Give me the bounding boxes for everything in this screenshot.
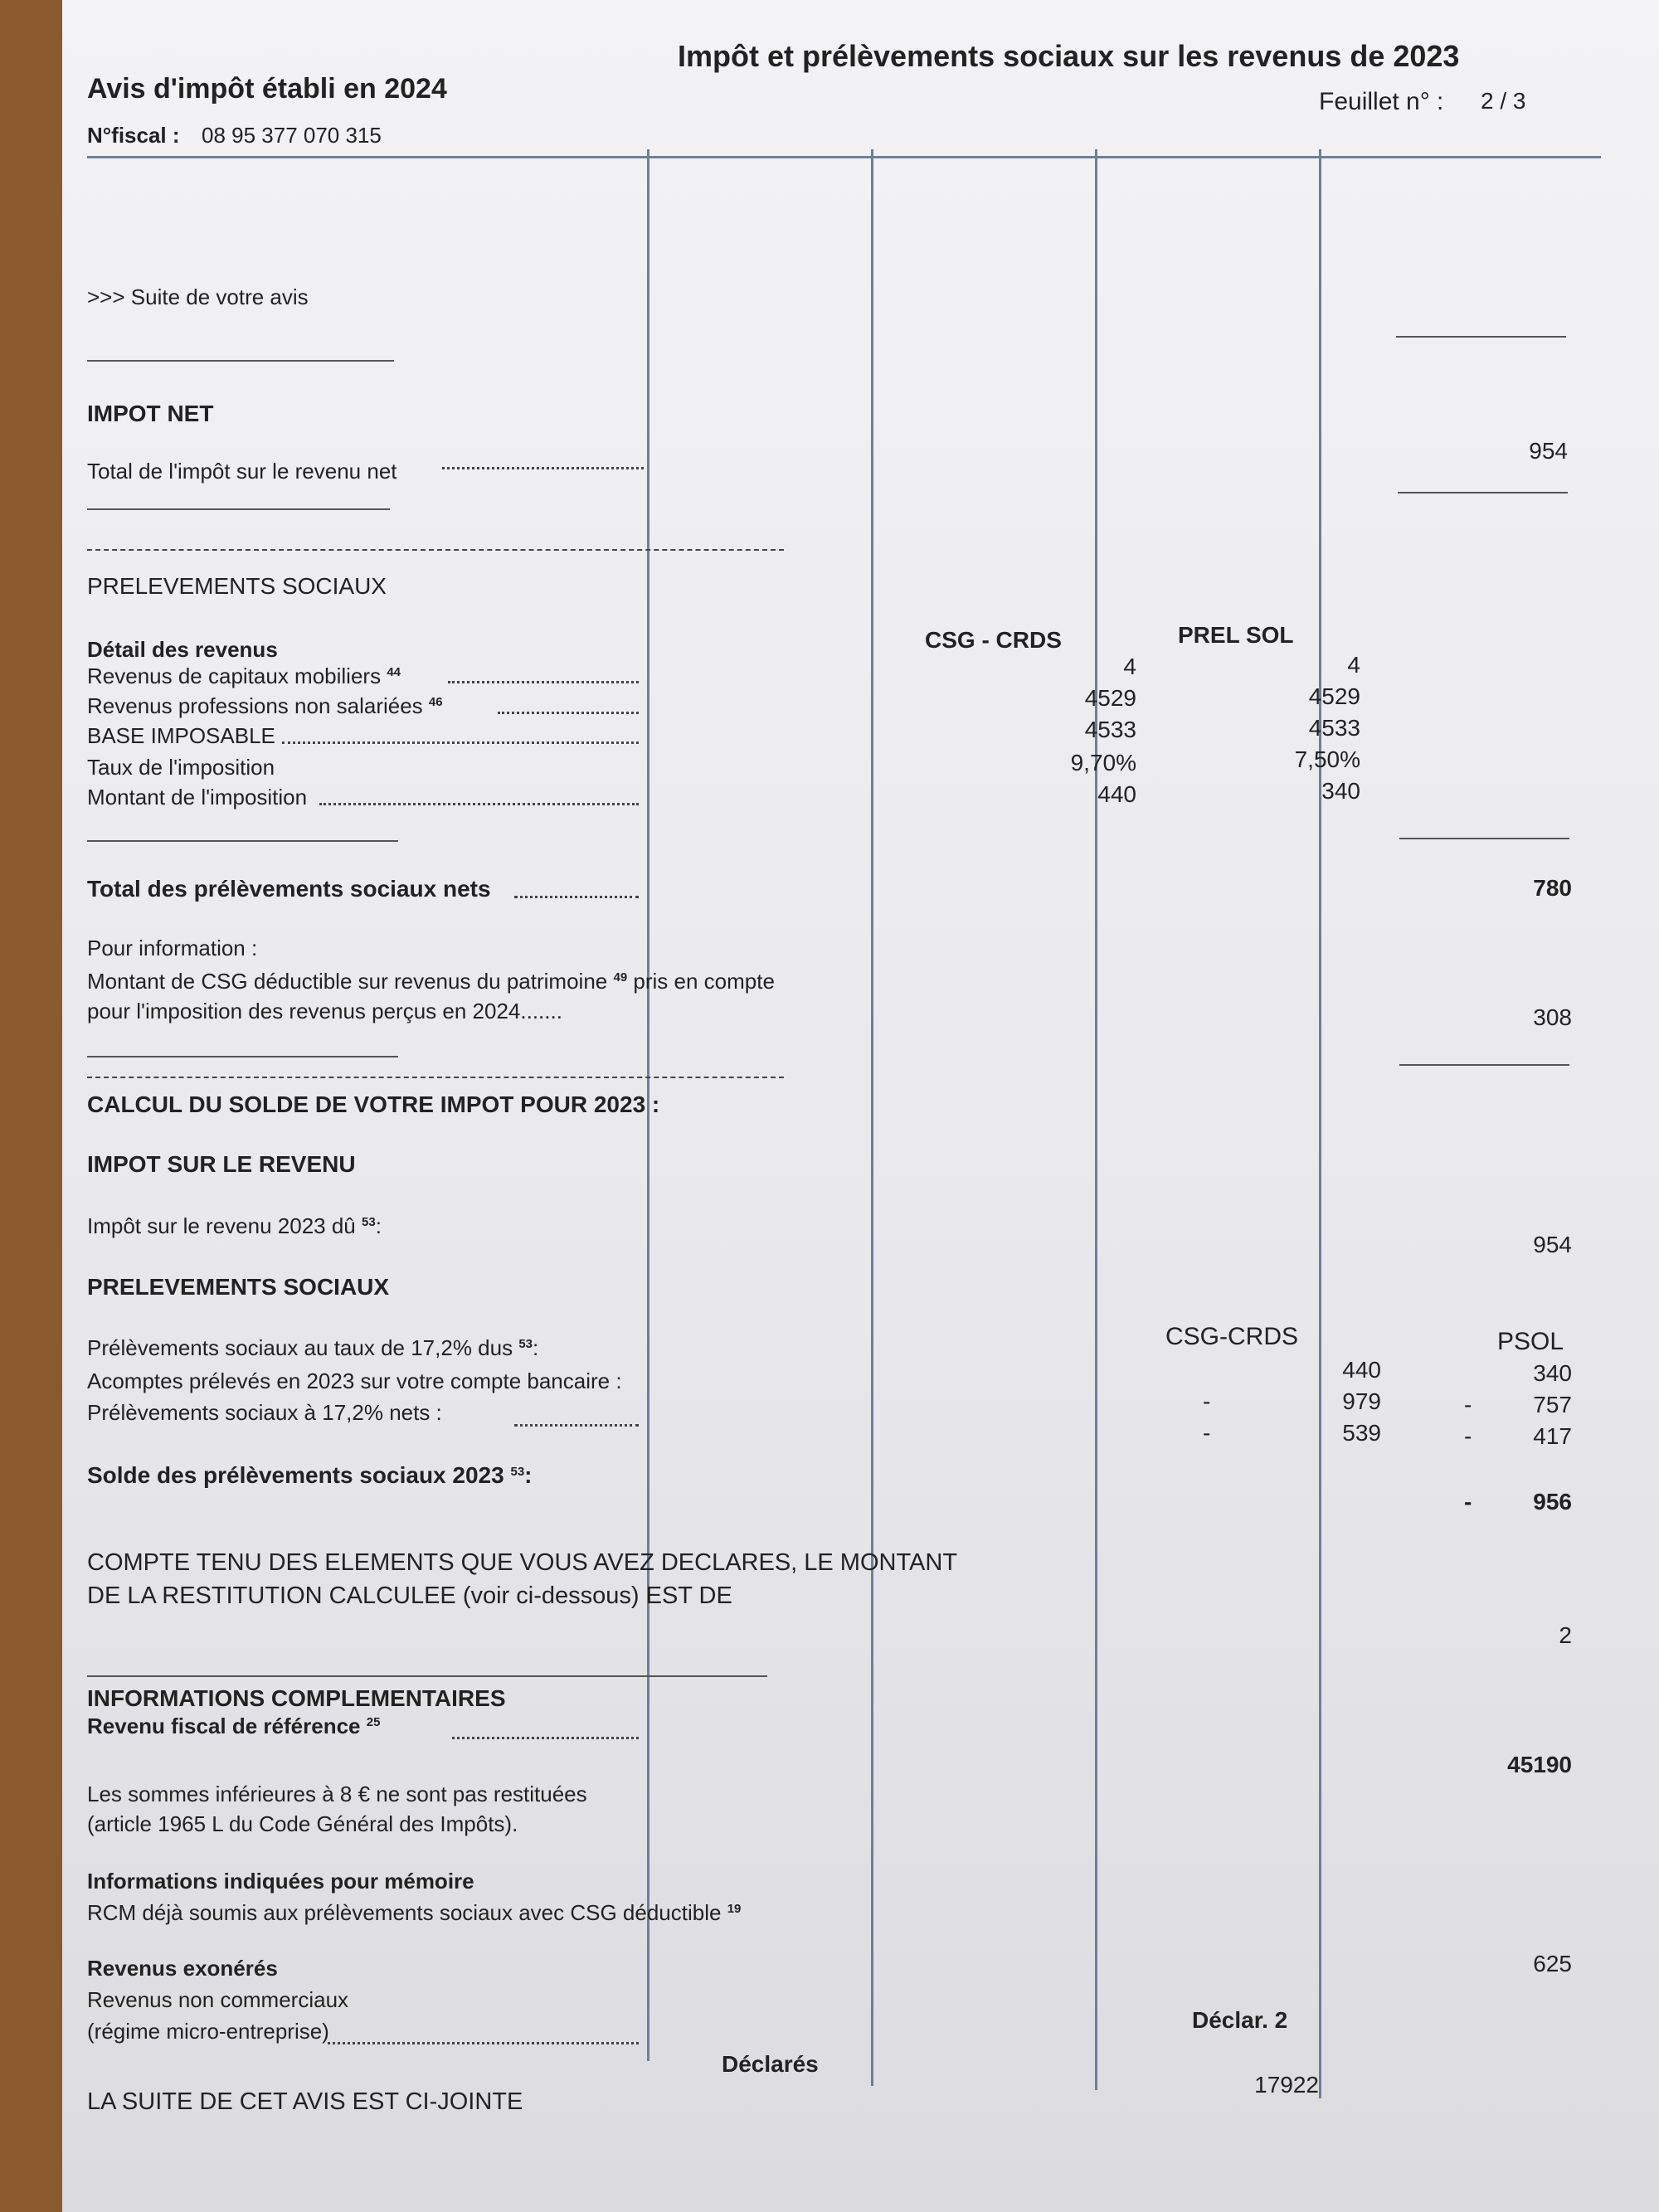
column-divider [1319, 149, 1321, 2098]
solde-value: 956 [1533, 1489, 1572, 1514]
restitution-line: COMPTE TENU DES ELEMENTS QUE VOUS AVEZ DECLARES, LE MONTANT [87, 1549, 958, 1576]
calcul-psol-value: 340 [1533, 1360, 1572, 1386]
info-line: Pour information : [87, 936, 258, 960]
column-divider [871, 149, 873, 2086]
sommes-line: (article 1965 L du Code Général des Impôts). [87, 1811, 518, 1836]
declares-label: Déclarés [722, 2051, 819, 2077]
main-title: Impôt et prélèvements sociaux sur les revenus de 2023 [678, 39, 1460, 73]
calcul-row-label: Prélèvements sociaux à 17,2% nets : [87, 1400, 442, 1425]
impot-net-value: 954 [1529, 438, 1568, 464]
minus-sign: - [1464, 1489, 1472, 1514]
ir-label: Impôt sur le revenu 2023 dû $^{53}$: [87, 1213, 382, 1238]
suite-text: >>> Suite de votre avis [87, 284, 309, 309]
fiscal-label: N°fiscal : [87, 123, 180, 148]
ir-heading: IMPOT SUR LE REVENU [87, 1151, 356, 1177]
calcul-row-label: Acomptes prélevés en 2023 sur votre compte bancaire : [87, 1369, 622, 1393]
exo-value: 17922 [1254, 2072, 1319, 2098]
tax-notice-sheet [62, 0, 1659, 2212]
calcul-csg-value: 440 [1342, 1357, 1381, 1383]
separator [1398, 492, 1568, 493]
col-prel-sol: PREL SOL [1178, 622, 1294, 648]
ir-value: 954 [1533, 1232, 1572, 1257]
separator [1399, 838, 1569, 839]
ps-heading: PRELEVEMENTS SOCIAUX [87, 1274, 390, 1300]
total-prelevements-label: Total des prélèvements sociaux nets [87, 876, 491, 902]
minus-sign: - [1464, 1392, 1472, 1417]
declar-label: Déclar. 2 [1192, 2007, 1288, 2033]
avis-title: Avis d'impôt établi en 2024 [87, 73, 447, 105]
separator [1399, 1064, 1569, 1066]
footer-suite: LA SUITE DE CET AVIS EST CI-JOINTE [87, 2088, 523, 2115]
minus-sign: - [1203, 1388, 1211, 1414]
separator [87, 508, 390, 510]
detail-prel-value: 4529 [1308, 683, 1360, 709]
feuillet-label: Feuillet n° : [1319, 88, 1444, 115]
rcm-label: RCM déjà soumis aux prélèvements sociaux avec CSG déductible $^{19}$ [87, 1900, 742, 1925]
calcul-psol-value: 417 [1533, 1423, 1572, 1449]
detail-prel-value: 4 [1347, 652, 1360, 678]
feuillet-value: 2 / 3 [1481, 88, 1526, 114]
detail-csg-value: 9,70% [1070, 750, 1136, 775]
solde-label: Solde des prélèvements sociaux 2023 $^{53}$: [87, 1462, 533, 1488]
detail-csg-value: 4533 [1084, 717, 1136, 742]
memo-heading: Informations indiquées pour mémoire [87, 1869, 474, 1894]
calcul-csg-value: 979 [1342, 1388, 1381, 1414]
impot-net-heading: IMPOT NET [87, 401, 214, 426]
separator [87, 360, 394, 362]
info-value: 308 [1533, 1004, 1572, 1030]
rcm-value: 625 [1533, 1951, 1572, 1976]
detail-prel-value: 340 [1321, 778, 1360, 804]
detail-prel-value: 7,50% [1294, 746, 1360, 772]
infos-heading: INFORMATIONS COMPLEMENTAIRES [87, 1685, 506, 1711]
col-csg-crds: CSG - CRDS [925, 627, 1062, 653]
detail-heading: Détail des revenus [87, 637, 278, 662]
separator [87, 840, 398, 842]
detail-csg-value: 440 [1097, 781, 1136, 807]
calcul-row-label: Prélèvements sociaux au taux de 17,2% dus $^{53}$: [87, 1335, 539, 1360]
calcul-psol-value: 757 [1533, 1392, 1572, 1417]
column-divider [1095, 149, 1097, 2090]
calcul-csg-value: 539 [1342, 1420, 1381, 1446]
detail-row-label: Montant de l'imposition [87, 785, 308, 809]
minus-sign: - [1203, 1420, 1211, 1446]
col-psol: PSOL [1497, 1328, 1564, 1355]
restitution-line: DE LA RESTITUTION CALCULEE (voir ci-dessous) EST DE [87, 1582, 732, 1609]
header-rule [87, 156, 1601, 158]
exo-line: (régime micro-entreprise) [87, 2019, 329, 2044]
separator [87, 1056, 398, 1057]
detail-csg-value: 4 [1123, 654, 1136, 679]
fiscal-number: 08 95 377 070 315 [202, 123, 382, 148]
total-prelevements-value: 780 [1533, 875, 1572, 901]
exo-line: Revenus non commerciaux [87, 1987, 349, 2012]
prelevements-heading: PRELEVEMENTS SOCIAUX [87, 573, 387, 599]
rfr-value: 45190 [1507, 1752, 1572, 1777]
detail-row-label: Revenus professions non salariées $^{46}$ [87, 693, 443, 718]
separator [87, 1675, 767, 1677]
detail-row-label: BASE IMPOSABLE [87, 723, 275, 748]
detail-prel-value: 4533 [1308, 715, 1360, 741]
detail-row-label: Revenus de capitaux mobiliers $^{44}$ [87, 664, 401, 688]
rfr-label: Revenu fiscal de référence $^{25}$ [87, 1714, 381, 1738]
restitution-value: 2 [1559, 1622, 1572, 1648]
info-line: pour l'imposition des revenus perçus en 2024....... [87, 999, 562, 1023]
calcul-heading: CALCUL DU SOLDE DE VOTRE IMPOT POUR 2023 : [87, 1091, 660, 1117]
detail-row-label: Taux de l'imposition [87, 755, 275, 780]
exo-heading: Revenus exonérés [87, 1956, 278, 1981]
impot-net-label: Total de l'impôt sur le revenu net [87, 459, 397, 484]
separator [1396, 336, 1566, 338]
detail-csg-value: 4529 [1084, 685, 1136, 711]
minus-sign: - [1464, 1423, 1472, 1449]
info-line: Montant de CSG déductible sur revenus du patrimoine $^{49}$ pris en compte [87, 969, 775, 994]
col-csg-crds-2: CSG-CRDS [1165, 1323, 1299, 1350]
sommes-line: Les sommes inférieures à 8 € ne sont pas restituées [87, 1782, 587, 1806]
